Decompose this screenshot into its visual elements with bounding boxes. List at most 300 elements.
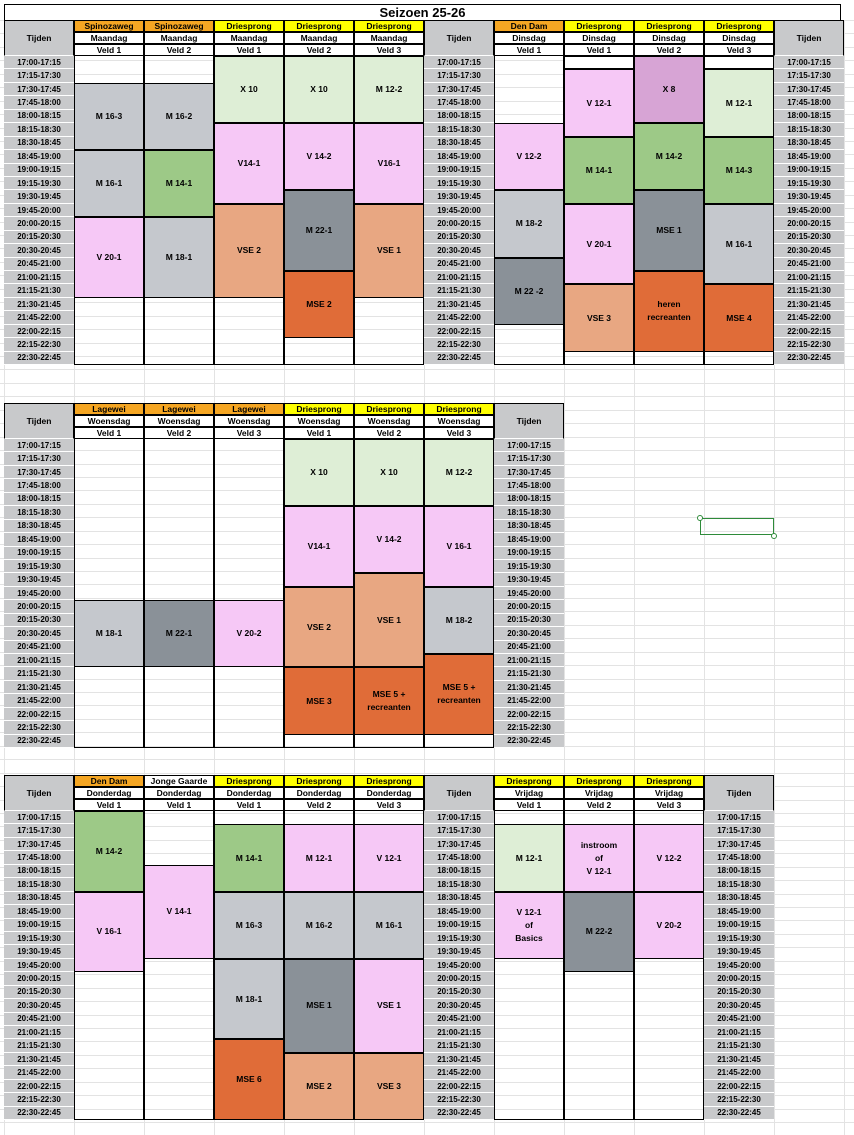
time-cell: 17:45-18:00 [774, 96, 844, 109]
time-cell: 21:30-21:45 [494, 681, 564, 694]
column-field: Veld 1 [74, 44, 144, 56]
training-session: M 18-2 [494, 190, 564, 257]
column-day: Vrijdag [634, 787, 704, 799]
time-cell: 19:15-19:30 [774, 177, 844, 190]
column-venue: Lagewei [74, 403, 144, 415]
time-cell: 21:15-21:30 [704, 1039, 774, 1052]
time-cell: 17:45-18:00 [424, 851, 494, 864]
time-cell: 19:30-19:45 [424, 945, 494, 958]
column-day: Donderdag [144, 787, 214, 799]
training-session: V 16-1 [74, 892, 144, 973]
time-cell: 18:45-19:00 [494, 533, 564, 546]
time-cell: 21:30-21:45 [4, 298, 74, 311]
training-session: V 12-1 [354, 824, 424, 891]
time-cell: 18:00-18:15 [4, 110, 74, 123]
column-venue: Driesprong [424, 403, 494, 415]
column-venue: Spinozaweg [74, 20, 144, 32]
column-venue: Den Dam [494, 20, 564, 32]
time-cell: 17:15-17:30 [424, 69, 494, 82]
training-session: M 18-1 [144, 217, 214, 298]
column-field: Veld 2 [144, 427, 214, 439]
training-session: M 18-1 [214, 959, 284, 1040]
time-cell: 21:00-21:15 [424, 271, 494, 284]
training-session: V 20-2 [214, 600, 284, 667]
training-session: VSE 2 [214, 204, 284, 298]
time-cell: 17:30-17:45 [704, 838, 774, 851]
training-session: V 12-2 [634, 824, 704, 891]
column-venue: Lagewei [144, 403, 214, 415]
gridline [0, 383, 854, 384]
training-session: M 12-1 [284, 824, 354, 891]
time-cell: 19:00-19:15 [494, 547, 564, 560]
column-field: Veld 1 [214, 44, 284, 56]
training-session: M 14-2 [634, 123, 704, 190]
time-cell: 19:00-19:15 [424, 919, 494, 932]
column-day: Dinsdag [494, 32, 564, 44]
column-venue: Driesprong [354, 775, 424, 787]
time-cell: 18:00-18:15 [704, 865, 774, 878]
column-venue: Driesprong [214, 20, 284, 32]
time-cell: 22:15-22:30 [4, 338, 74, 351]
time-cell: 18:45-19:00 [424, 150, 494, 163]
column-venue: Driesprong [634, 20, 704, 32]
column-day: Donderdag [214, 787, 284, 799]
time-cell: 21:30-21:45 [424, 298, 494, 311]
selected-cell[interactable] [700, 518, 774, 535]
training-session: M 16-1 [704, 204, 774, 285]
time-cell: 20:30-20:45 [4, 627, 74, 640]
column-field: Veld 1 [564, 44, 634, 56]
time-cell: 18:15-18:30 [4, 506, 74, 519]
time-cell: 17:45-18:00 [4, 96, 74, 109]
training-session: V 20-1 [564, 204, 634, 285]
time-cell: 20:00-20:15 [4, 972, 74, 985]
time-cell: 18:30-18:45 [494, 520, 564, 533]
time-cell: 18:15-18:30 [424, 123, 494, 136]
training-session: V 14-2 [354, 506, 424, 573]
time-cell: 20:00-20:15 [774, 217, 844, 230]
training-session: M 12-1 [704, 69, 774, 136]
time-cell: 22:15-22:30 [424, 338, 494, 351]
column-venue: Spinozaweg [144, 20, 214, 32]
time-cell: 22:30-22:45 [704, 1107, 774, 1120]
time-cell: 17:15-17:30 [4, 824, 74, 837]
gridline [0, 759, 854, 760]
time-cell: 18:30-18:45 [4, 137, 74, 150]
column-day: Woensdag [354, 415, 424, 427]
time-cell: 20:45-21:00 [424, 258, 494, 271]
time-cell: 17:30-17:45 [4, 466, 74, 479]
time-cell: 19:30-19:45 [774, 190, 844, 203]
training-session: X 8 [634, 56, 704, 123]
time-cell: 19:45-20:00 [774, 204, 844, 217]
time-cell: 20:15-20:30 [4, 614, 74, 627]
training-session: V14-1 [284, 506, 354, 587]
column-field: Veld 1 [214, 799, 284, 811]
column-field: Veld 3 [354, 799, 424, 811]
training-session: V14-1 [214, 123, 284, 204]
time-cell: 18:45-19:00 [4, 533, 74, 546]
time-cell: 19:30-19:45 [494, 573, 564, 586]
time-cell: 19:45-20:00 [4, 959, 74, 972]
column-day: Dinsdag [564, 32, 634, 44]
column-day: Maandag [354, 32, 424, 44]
time-cell: 21:45-22:00 [774, 311, 844, 324]
time-cell: 17:00-17:15 [424, 56, 494, 69]
training-session: MSE 2 [284, 271, 354, 338]
time-cell: 18:45-19:00 [4, 150, 74, 163]
column-day: Donderdag [354, 787, 424, 799]
column-body [214, 439, 284, 748]
time-header: Tijden [424, 20, 494, 56]
time-cell: 22:15-22:30 [494, 721, 564, 734]
column-day: Woensdag [284, 415, 354, 427]
time-cell: 19:00-19:15 [704, 919, 774, 932]
gridline [844, 20, 845, 1135]
training-session: M 12-2 [354, 56, 424, 123]
training-session: instroom of V 12-1 [564, 824, 634, 891]
training-session: V 14-2 [284, 123, 354, 190]
time-cell: 21:00-21:15 [494, 654, 564, 667]
time-cell: 17:00-17:15 [4, 811, 74, 824]
sheet-title: Seizoen 25-26 [4, 4, 841, 20]
time-cell: 22:30-22:45 [494, 735, 564, 748]
time-cell: 20:15-20:30 [494, 614, 564, 627]
training-session: M 22-1 [144, 600, 214, 667]
time-cell: 19:00-19:15 [4, 164, 74, 177]
time-cell: 19:15-19:30 [704, 932, 774, 945]
time-cell: 21:15-21:30 [4, 1039, 74, 1052]
time-cell: 17:45-18:00 [704, 851, 774, 864]
time-cell: 20:30-20:45 [774, 244, 844, 257]
column-field: Veld 3 [214, 427, 284, 439]
training-session: M 16-1 [354, 892, 424, 959]
time-cell: 20:00-20:15 [704, 972, 774, 985]
time-cell: 22:00-22:15 [494, 708, 564, 721]
training-session: M 12-2 [424, 439, 494, 506]
time-cell: 21:15-21:30 [494, 667, 564, 680]
time-cell: 17:00-17:15 [4, 56, 74, 69]
column-venue: Jonge Gaarde [144, 775, 214, 787]
time-cell: 22:15-22:30 [704, 1093, 774, 1106]
column-field: Veld 3 [634, 799, 704, 811]
gridline [0, 1122, 854, 1123]
column-body [144, 439, 214, 748]
training-session: heren recreanten [634, 271, 704, 352]
time-cell: 20:00-20:15 [4, 600, 74, 613]
column-day: Woensdag [424, 415, 494, 427]
time-cell: 19:15-19:30 [494, 560, 564, 573]
column-day: Maandag [214, 32, 284, 44]
time-cell: 20:00-20:15 [494, 600, 564, 613]
time-cell: 20:45-21:00 [4, 1013, 74, 1026]
training-session: MSE 1 [634, 190, 704, 271]
time-cell: 17:45-18:00 [4, 479, 74, 492]
time-cell: 22:00-22:15 [4, 1080, 74, 1093]
time-cell: 22:00-22:15 [424, 325, 494, 338]
column-venue: Driesprong [354, 403, 424, 415]
training-session: MSE 6 [214, 1039, 284, 1120]
time-cell: 18:30-18:45 [4, 892, 74, 905]
time-cell: 18:00-18:15 [424, 110, 494, 123]
column-venue: Driesprong [704, 20, 774, 32]
time-cell: 22:00-22:15 [424, 1080, 494, 1093]
column-field: Veld 1 [144, 799, 214, 811]
time-cell: 18:15-18:30 [4, 878, 74, 891]
time-cell: 17:30-17:45 [4, 83, 74, 96]
time-header: Tijden [4, 20, 74, 56]
time-cell: 21:15-21:30 [4, 284, 74, 297]
training-session: V 12-1 of Basics [494, 892, 564, 959]
column-field: Veld 2 [564, 799, 634, 811]
column-day: Donderdag [284, 787, 354, 799]
time-cell: 19:30-19:45 [4, 945, 74, 958]
time-cell: 20:45-21:00 [4, 258, 74, 271]
time-cell: 22:00-22:15 [4, 325, 74, 338]
training-session: V 14-1 [144, 865, 214, 959]
training-session [564, 56, 634, 69]
training-session: VSE 1 [354, 573, 424, 667]
time-cell: 17:45-18:00 [424, 96, 494, 109]
column-field: Veld 1 [494, 44, 564, 56]
gridline [0, 369, 854, 370]
column-venue: Driesprong [214, 775, 284, 787]
training-session: M 16-2 [144, 83, 214, 150]
time-header: Tijden [4, 403, 74, 439]
column-field: Veld 3 [354, 44, 424, 56]
time-cell: 18:45-19:00 [424, 905, 494, 918]
time-cell: 20:00-20:15 [424, 972, 494, 985]
time-cell: 18:00-18:15 [424, 865, 494, 878]
time-cell: 20:30-20:45 [494, 627, 564, 640]
column-venue: Driesprong [284, 20, 354, 32]
time-cell: 19:30-19:45 [424, 190, 494, 203]
time-cell: 19:45-20:00 [494, 587, 564, 600]
training-session: M 16-3 [74, 83, 144, 150]
column-venue: Driesprong [494, 775, 564, 787]
time-cell: 22:30-22:45 [424, 352, 494, 365]
column-day: Maandag [144, 32, 214, 44]
training-session: X 10 [284, 439, 354, 506]
time-cell: 20:00-20:15 [424, 217, 494, 230]
time-header: Tijden [774, 20, 844, 56]
time-cell: 18:30-18:45 [4, 520, 74, 533]
time-cell: 19:30-19:45 [4, 190, 74, 203]
time-cell: 19:30-19:45 [704, 945, 774, 958]
training-session [704, 56, 774, 69]
time-cell: 17:30-17:45 [424, 838, 494, 851]
column-day: Woensdag [74, 415, 144, 427]
time-cell: 20:30-20:45 [4, 999, 74, 1012]
time-cell: 20:15-20:30 [424, 231, 494, 244]
time-cell: 17:00-17:15 [4, 439, 74, 452]
training-session: V 12-2 [494, 123, 564, 190]
training-session: M 22-2 [564, 892, 634, 973]
training-session: M 18-1 [74, 600, 144, 667]
training-session: M 22 -2 [494, 258, 564, 325]
training-session: MSE 5 + recreanten [424, 654, 494, 735]
time-cell: 21:00-21:15 [4, 1026, 74, 1039]
time-cell: 21:30-21:45 [424, 1053, 494, 1066]
time-cell: 22:30-22:45 [774, 352, 844, 365]
training-session: M 14-1 [214, 824, 284, 891]
training-session: M 14-2 [74, 811, 144, 892]
time-cell: 20:45-21:00 [494, 641, 564, 654]
time-cell: 20:15-20:30 [4, 986, 74, 999]
column-field: Veld 3 [704, 44, 774, 56]
column-day: Dinsdag [634, 32, 704, 44]
training-session: V16-1 [354, 123, 424, 204]
time-cell: 18:00-18:15 [4, 865, 74, 878]
time-cell: 17:30-17:45 [424, 83, 494, 96]
training-session: VSE 1 [354, 204, 424, 298]
time-cell: 17:00-17:15 [774, 56, 844, 69]
time-cell: 21:00-21:15 [4, 271, 74, 284]
column-venue: Driesprong [564, 20, 634, 32]
time-cell: 18:15-18:30 [494, 506, 564, 519]
time-cell: 22:30-22:45 [4, 735, 74, 748]
training-session: M 16-1 [74, 150, 144, 217]
selection-handle[interactable] [771, 533, 777, 539]
time-cell: 17:30-17:45 [494, 466, 564, 479]
time-cell: 20:45-21:00 [424, 1013, 494, 1026]
column-field: Veld 2 [144, 44, 214, 56]
time-cell: 19:15-19:30 [424, 932, 494, 945]
time-cell: 22:30-22:45 [424, 1107, 494, 1120]
training-session: X 10 [284, 56, 354, 123]
training-session: VSE 2 [284, 587, 354, 668]
time-cell: 19:00-19:15 [774, 164, 844, 177]
training-session: M 12-1 [494, 824, 564, 891]
time-cell: 22:15-22:30 [424, 1093, 494, 1106]
time-cell: 21:00-21:15 [4, 654, 74, 667]
column-field: Veld 1 [74, 799, 144, 811]
time-cell: 18:45-19:00 [774, 150, 844, 163]
column-day: Woensdag [144, 415, 214, 427]
column-body [144, 811, 214, 1120]
selection-handle[interactable] [697, 515, 703, 521]
time-cell: 18:45-19:00 [4, 905, 74, 918]
time-cell: 18:00-18:15 [494, 493, 564, 506]
column-day: Maandag [74, 32, 144, 44]
column-field: Veld 1 [494, 799, 564, 811]
training-session: VSE 3 [564, 284, 634, 351]
training-session: X 10 [214, 56, 284, 123]
time-cell: 21:45-22:00 [494, 694, 564, 707]
gridline [0, 773, 854, 774]
column-day: Dinsdag [704, 32, 774, 44]
time-cell: 21:45-22:00 [4, 1066, 74, 1079]
time-cell: 19:45-20:00 [4, 587, 74, 600]
column-body [74, 439, 144, 748]
time-cell: 17:15-17:30 [704, 824, 774, 837]
time-cell: 20:15-20:30 [424, 986, 494, 999]
time-header: Tijden [494, 403, 564, 439]
training-session: X 10 [354, 439, 424, 506]
time-cell: 20:45-21:00 [4, 641, 74, 654]
column-field: Veld 2 [634, 44, 704, 56]
column-day: Vrijdag [494, 787, 564, 799]
time-cell: 22:00-22:15 [704, 1080, 774, 1093]
time-cell: 20:15-20:30 [774, 231, 844, 244]
time-cell: 21:45-22:00 [4, 694, 74, 707]
column-venue: Driesprong [634, 775, 704, 787]
time-cell: 21:00-21:15 [774, 271, 844, 284]
time-cell: 18:30-18:45 [424, 137, 494, 150]
time-cell: 18:30-18:45 [424, 892, 494, 905]
time-cell: 17:15-17:30 [494, 452, 564, 465]
time-cell: 19:15-19:30 [424, 177, 494, 190]
time-cell: 17:15-17:30 [424, 824, 494, 837]
time-cell: 17:15-17:30 [4, 69, 74, 82]
training-session: VSE 3 [354, 1053, 424, 1120]
time-cell: 17:30-17:45 [4, 838, 74, 851]
column-venue: Driesprong [284, 403, 354, 415]
time-cell: 19:15-19:30 [4, 177, 74, 190]
time-cell: 18:15-18:30 [774, 123, 844, 136]
time-cell: 17:15-17:30 [774, 69, 844, 82]
time-cell: 20:30-20:45 [704, 999, 774, 1012]
time-cell: 19:45-20:00 [424, 959, 494, 972]
time-cell: 21:30-21:45 [704, 1053, 774, 1066]
time-cell: 18:00-18:15 [774, 110, 844, 123]
time-cell: 18:00-18:15 [4, 493, 74, 506]
column-field: Veld 2 [284, 799, 354, 811]
training-session: MSE 3 [284, 667, 354, 734]
time-cell: 22:00-22:15 [774, 325, 844, 338]
time-cell: 17:15-17:30 [4, 452, 74, 465]
time-cell: 21:15-21:30 [4, 667, 74, 680]
training-session: M 22-1 [284, 190, 354, 271]
training-session: MSE 2 [284, 1053, 354, 1120]
time-cell: 20:15-20:30 [4, 231, 74, 244]
time-cell: 20:00-20:15 [4, 217, 74, 230]
time-cell: 20:30-20:45 [424, 999, 494, 1012]
time-cell: 19:00-19:15 [4, 547, 74, 560]
time-cell: 17:45-18:00 [4, 851, 74, 864]
time-cell: 21:45-22:00 [424, 1066, 494, 1079]
column-day: Woensdag [214, 415, 284, 427]
time-cell: 21:30-21:45 [4, 1053, 74, 1066]
time-header: Tijden [704, 775, 774, 811]
time-cell: 20:45-21:00 [774, 258, 844, 271]
training-session: MSE 1 [284, 959, 354, 1053]
gridline [0, 396, 854, 397]
time-cell: 21:30-21:45 [774, 298, 844, 311]
time-cell: 17:00-17:15 [704, 811, 774, 824]
time-cell: 19:15-19:30 [4, 932, 74, 945]
column-field: Veld 3 [424, 427, 494, 439]
column-field: Veld 2 [284, 44, 354, 56]
training-session: VSE 1 [354, 959, 424, 1053]
time-cell: 21:15-21:30 [424, 284, 494, 297]
column-day: Donderdag [74, 787, 144, 799]
time-cell: 20:30-20:45 [424, 244, 494, 257]
time-cell: 19:00-19:15 [424, 164, 494, 177]
time-cell: 20:30-20:45 [4, 244, 74, 257]
training-session: M 14-1 [564, 137, 634, 204]
column-venue: Driesprong [564, 775, 634, 787]
time-cell: 21:30-21:45 [4, 681, 74, 694]
time-cell: 21:45-22:00 [704, 1066, 774, 1079]
time-cell: 18:15-18:30 [704, 878, 774, 891]
column-venue: Driesprong [354, 20, 424, 32]
training-session: MSE 5 + recreanten [354, 667, 424, 734]
time-cell: 17:00-17:15 [424, 811, 494, 824]
training-session: V 20-1 [74, 217, 144, 298]
time-cell: 19:30-19:45 [4, 573, 74, 586]
time-cell: 19:00-19:15 [4, 919, 74, 932]
